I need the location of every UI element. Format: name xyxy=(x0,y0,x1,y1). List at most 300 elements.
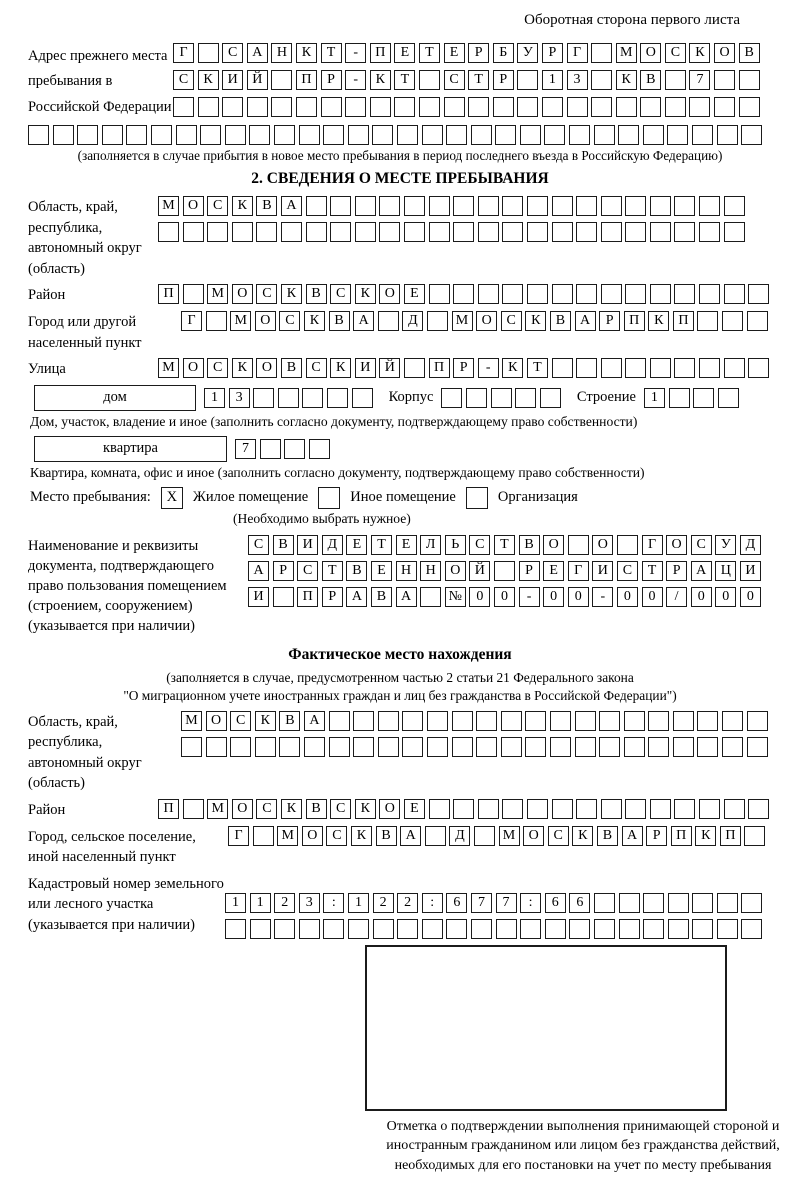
char-cell[interactable]: 0 xyxy=(494,587,515,607)
char-cell[interactable] xyxy=(404,222,425,242)
char-cell[interactable] xyxy=(256,222,277,242)
char-cell[interactable] xyxy=(253,826,274,846)
char-cell[interactable]: Г xyxy=(228,826,249,846)
char-cell[interactable] xyxy=(717,893,738,913)
char-cell[interactable]: 3 xyxy=(299,893,320,913)
char-cell[interactable] xyxy=(299,125,320,145)
char-cell[interactable] xyxy=(517,97,538,117)
char-cell[interactable] xyxy=(692,125,713,145)
char-cell[interactable] xyxy=(619,919,640,939)
char-cell[interactable] xyxy=(643,919,664,939)
char-cell[interactable] xyxy=(747,737,768,757)
char-cell[interactable] xyxy=(665,97,686,117)
char-cell[interactable]: Е xyxy=(404,284,425,304)
char-cell[interactable]: О xyxy=(666,535,687,555)
char-cell[interactable]: О xyxy=(640,43,661,63)
char-cell[interactable] xyxy=(158,222,179,242)
char-cell[interactable] xyxy=(404,196,425,216)
char-cell[interactable] xyxy=(446,125,467,145)
char-cell[interactable] xyxy=(419,97,440,117)
char-cell[interactable] xyxy=(576,358,597,378)
char-cell[interactable]: 1 xyxy=(348,893,369,913)
char-cell[interactable] xyxy=(273,587,294,607)
char-cell[interactable] xyxy=(648,737,669,757)
char-cell[interactable]: О xyxy=(232,799,253,819)
char-cell[interactable]: Е xyxy=(543,561,564,581)
char-cell[interactable]: С xyxy=(501,311,522,331)
char-cell[interactable]: С xyxy=(306,358,327,378)
char-cell[interactable] xyxy=(501,711,522,731)
char-cell[interactable] xyxy=(102,125,123,145)
char-cell[interactable] xyxy=(575,711,596,731)
char-cell[interactable] xyxy=(427,737,448,757)
char-cell[interactable]: - xyxy=(478,358,499,378)
char-cell[interactable]: У xyxy=(715,535,736,555)
char-cell[interactable] xyxy=(247,97,268,117)
char-cell[interactable] xyxy=(552,799,573,819)
char-cell[interactable]: П xyxy=(158,799,179,819)
char-cell[interactable]: С xyxy=(256,799,277,819)
char-cell[interactable]: С xyxy=(548,826,569,846)
char-cell[interactable] xyxy=(471,125,492,145)
char-cell[interactable]: А xyxy=(622,826,643,846)
char-cell[interactable]: Й xyxy=(469,561,490,581)
char-cell[interactable] xyxy=(183,284,204,304)
char-cell[interactable]: Р xyxy=(273,561,294,581)
char-cell[interactable] xyxy=(545,919,566,939)
char-cell[interactable] xyxy=(427,311,448,331)
char-cell[interactable] xyxy=(601,799,622,819)
char-cell[interactable] xyxy=(309,439,330,459)
char-cell[interactable]: С xyxy=(207,196,228,216)
char-cell[interactable]: 0 xyxy=(740,587,761,607)
char-cell[interactable] xyxy=(502,196,523,216)
char-cell[interactable] xyxy=(183,222,204,242)
char-cell[interactable]: В xyxy=(306,799,327,819)
char-cell[interactable] xyxy=(429,222,450,242)
char-cell[interactable] xyxy=(689,97,710,117)
char-cell[interactable] xyxy=(353,737,374,757)
char-cell[interactable] xyxy=(552,284,573,304)
char-cell[interactable]: С xyxy=(207,358,228,378)
char-cell[interactable]: К xyxy=(330,358,351,378)
char-cell[interactable] xyxy=(591,70,612,90)
char-cell[interactable] xyxy=(493,97,514,117)
char-cell[interactable]: В xyxy=(640,70,661,90)
char-cell[interactable] xyxy=(624,737,645,757)
char-cell[interactable] xyxy=(640,97,661,117)
char-cell[interactable]: М xyxy=(616,43,637,63)
char-cell[interactable] xyxy=(699,284,720,304)
char-cell[interactable] xyxy=(540,388,561,408)
char-cell[interactable]: : xyxy=(422,893,443,913)
char-cell[interactable] xyxy=(724,196,745,216)
char-cell[interactable] xyxy=(674,196,695,216)
char-cell[interactable] xyxy=(355,196,376,216)
char-cell[interactable] xyxy=(739,70,760,90)
char-cell[interactable]: Р xyxy=(493,70,514,90)
char-cell[interactable]: М xyxy=(207,799,228,819)
char-cell[interactable] xyxy=(601,284,622,304)
char-cell[interactable] xyxy=(601,222,622,242)
char-cell[interactable]: О xyxy=(476,311,497,331)
char-cell[interactable] xyxy=(567,97,588,117)
char-cell[interactable]: А xyxy=(691,561,712,581)
char-cell[interactable]: В xyxy=(739,43,760,63)
char-cell[interactable] xyxy=(271,70,292,90)
char-cell[interactable] xyxy=(699,222,720,242)
char-cell[interactable]: В xyxy=(256,196,277,216)
char-cell[interactable]: Т xyxy=(419,43,440,63)
char-cell[interactable]: 1 xyxy=(250,893,271,913)
char-cell[interactable]: П xyxy=(429,358,450,378)
char-cell[interactable]: О xyxy=(302,826,323,846)
char-cell[interactable]: Р xyxy=(666,561,687,581)
char-cell[interactable]: П xyxy=(624,311,645,331)
char-cell[interactable]: О xyxy=(256,358,277,378)
char-cell[interactable] xyxy=(643,893,664,913)
char-cell[interactable] xyxy=(714,70,735,90)
char-cell[interactable] xyxy=(372,125,393,145)
char-cell[interactable]: Р xyxy=(322,587,343,607)
char-cell[interactable] xyxy=(665,70,686,90)
char-cell[interactable]: 2 xyxy=(397,893,418,913)
char-cell[interactable] xyxy=(674,284,695,304)
char-cell[interactable]: 2 xyxy=(274,893,295,913)
char-cell[interactable]: Л xyxy=(420,535,441,555)
char-cell[interactable] xyxy=(552,358,573,378)
char-cell[interactable] xyxy=(176,125,197,145)
char-cell[interactable]: И xyxy=(355,358,376,378)
char-cell[interactable] xyxy=(250,919,271,939)
char-cell[interactable]: Е xyxy=(404,799,425,819)
char-cell[interactable] xyxy=(744,826,765,846)
char-cell[interactable]: И xyxy=(297,535,318,555)
char-cell[interactable]: Г xyxy=(181,311,202,331)
char-cell[interactable] xyxy=(594,893,615,913)
char-cell[interactable] xyxy=(345,97,366,117)
char-cell[interactable]: Е xyxy=(396,535,417,555)
char-cell[interactable] xyxy=(379,222,400,242)
char-cell[interactable] xyxy=(674,799,695,819)
char-cell[interactable]: П xyxy=(673,311,694,331)
char-cell[interactable]: П xyxy=(720,826,741,846)
char-cell[interactable] xyxy=(673,711,694,731)
char-cell[interactable] xyxy=(648,711,669,731)
char-cell[interactable]: К xyxy=(255,711,276,731)
char-cell[interactable] xyxy=(446,919,467,939)
char-cell[interactable] xyxy=(274,125,295,145)
char-cell[interactable]: С xyxy=(330,284,351,304)
char-cell[interactable]: К xyxy=(370,70,391,90)
char-cell[interactable]: И xyxy=(222,70,243,90)
char-cell[interactable] xyxy=(452,737,473,757)
char-cell[interactable] xyxy=(724,358,745,378)
char-cell[interactable]: К xyxy=(616,70,637,90)
char-cell[interactable] xyxy=(419,70,440,90)
char-cell[interactable]: С xyxy=(173,70,194,90)
stay-type-checkbox-organization[interactable] xyxy=(466,487,488,509)
char-cell[interactable]: К xyxy=(525,311,546,331)
char-cell[interactable] xyxy=(673,737,694,757)
char-cell[interactable] xyxy=(741,125,762,145)
char-cell[interactable] xyxy=(476,737,497,757)
char-cell[interactable] xyxy=(697,737,718,757)
char-cell[interactable]: Т xyxy=(321,43,342,63)
char-cell[interactable] xyxy=(575,737,596,757)
char-cell[interactable]: В xyxy=(550,311,571,331)
char-cell[interactable] xyxy=(525,711,546,731)
char-cell[interactable] xyxy=(525,737,546,757)
char-cell[interactable] xyxy=(352,388,373,408)
char-cell[interactable]: - xyxy=(345,43,366,63)
char-cell[interactable]: К xyxy=(502,358,523,378)
char-cell[interactable]: М xyxy=(158,358,179,378)
char-cell[interactable] xyxy=(502,284,523,304)
char-cell[interactable]: 6 xyxy=(569,893,590,913)
char-cell[interactable] xyxy=(206,311,227,331)
char-cell[interactable] xyxy=(650,222,671,242)
char-cell[interactable]: П xyxy=(158,284,179,304)
char-cell[interactable]: Г xyxy=(173,43,194,63)
char-cell[interactable] xyxy=(542,97,563,117)
char-cell[interactable]: К xyxy=(281,284,302,304)
char-cell[interactable]: О xyxy=(379,284,400,304)
char-cell[interactable] xyxy=(747,311,768,331)
char-cell[interactable] xyxy=(527,222,548,242)
char-cell[interactable] xyxy=(353,711,374,731)
char-cell[interactable] xyxy=(284,439,305,459)
char-cell[interactable]: С xyxy=(230,711,251,731)
char-cell[interactable] xyxy=(329,711,350,731)
char-cell[interactable]: В xyxy=(371,587,392,607)
char-cell[interactable] xyxy=(724,222,745,242)
char-cell[interactable]: 0 xyxy=(617,587,638,607)
char-cell[interactable] xyxy=(527,284,548,304)
char-cell[interactable] xyxy=(491,388,512,408)
char-cell[interactable] xyxy=(714,97,735,117)
char-cell[interactable] xyxy=(718,388,739,408)
char-cell[interactable]: В xyxy=(376,826,397,846)
char-cell[interactable]: Т xyxy=(527,358,548,378)
char-cell[interactable]: 0 xyxy=(543,587,564,607)
char-cell[interactable] xyxy=(669,388,690,408)
char-cell[interactable]: К xyxy=(355,799,376,819)
char-cell[interactable]: 0 xyxy=(691,587,712,607)
char-cell[interactable] xyxy=(625,358,646,378)
char-cell[interactable] xyxy=(619,893,640,913)
char-cell[interactable] xyxy=(468,97,489,117)
char-cell[interactable] xyxy=(348,919,369,939)
char-cell[interactable] xyxy=(674,222,695,242)
char-cell[interactable] xyxy=(478,222,499,242)
char-cell[interactable] xyxy=(378,311,399,331)
char-cell[interactable] xyxy=(722,311,743,331)
char-cell[interactable] xyxy=(206,737,227,757)
char-cell[interactable]: К xyxy=(695,826,716,846)
char-cell[interactable] xyxy=(260,439,281,459)
char-cell[interactable]: : xyxy=(520,893,541,913)
char-cell[interactable]: С xyxy=(248,535,269,555)
char-cell[interactable] xyxy=(198,43,219,63)
char-cell[interactable]: С xyxy=(256,284,277,304)
char-cell[interactable] xyxy=(402,711,423,731)
char-cell[interactable]: М xyxy=(277,826,298,846)
char-cell[interactable] xyxy=(501,737,522,757)
char-cell[interactable]: 0 xyxy=(568,587,589,607)
char-cell[interactable]: Г xyxy=(642,535,663,555)
char-cell[interactable] xyxy=(502,799,523,819)
char-cell[interactable] xyxy=(741,919,762,939)
char-cell[interactable] xyxy=(618,125,639,145)
char-cell[interactable] xyxy=(739,97,760,117)
char-cell[interactable]: Д xyxy=(449,826,470,846)
char-cell[interactable] xyxy=(225,125,246,145)
char-cell[interactable]: Т xyxy=(642,561,663,581)
char-cell[interactable] xyxy=(151,125,172,145)
char-cell[interactable]: В xyxy=(281,358,302,378)
char-cell[interactable]: А xyxy=(346,587,367,607)
char-cell[interactable]: Р xyxy=(468,43,489,63)
char-cell[interactable] xyxy=(693,388,714,408)
char-cell[interactable]: Н xyxy=(420,561,441,581)
char-cell[interactable]: 3 xyxy=(229,388,250,408)
char-cell[interactable]: Ь xyxy=(445,535,466,555)
char-cell[interactable]: К xyxy=(232,196,253,216)
char-cell[interactable] xyxy=(327,388,348,408)
char-cell[interactable] xyxy=(616,97,637,117)
char-cell[interactable] xyxy=(594,919,615,939)
char-cell[interactable]: Б xyxy=(493,43,514,63)
char-cell[interactable] xyxy=(379,196,400,216)
char-cell[interactable] xyxy=(304,737,325,757)
char-cell[interactable] xyxy=(420,587,441,607)
char-cell[interactable]: О xyxy=(232,284,253,304)
char-cell[interactable]: Н xyxy=(271,43,292,63)
char-cell[interactable] xyxy=(748,284,769,304)
char-cell[interactable] xyxy=(453,799,474,819)
char-cell[interactable] xyxy=(207,222,228,242)
char-cell[interactable]: К xyxy=(689,43,710,63)
char-cell[interactable] xyxy=(650,284,671,304)
char-cell[interactable] xyxy=(355,222,376,242)
char-cell[interactable] xyxy=(378,737,399,757)
char-cell[interactable]: В xyxy=(519,535,540,555)
char-cell[interactable]: 6 xyxy=(446,893,467,913)
char-cell[interactable]: И xyxy=(592,561,613,581)
char-cell[interactable]: Т xyxy=(394,70,415,90)
char-cell[interactable]: 2 xyxy=(373,893,394,913)
char-cell[interactable]: С xyxy=(279,311,300,331)
char-cell[interactable] xyxy=(441,388,462,408)
char-cell[interactable]: И xyxy=(740,561,761,581)
char-cell[interactable] xyxy=(650,196,671,216)
char-cell[interactable]: С xyxy=(330,799,351,819)
char-cell[interactable]: С xyxy=(469,535,490,555)
char-cell[interactable] xyxy=(444,97,465,117)
char-cell[interactable]: № xyxy=(445,587,466,607)
char-cell[interactable] xyxy=(323,125,344,145)
char-cell[interactable]: 1 xyxy=(542,70,563,90)
char-cell[interactable] xyxy=(747,711,768,731)
char-cell[interactable] xyxy=(183,799,204,819)
char-cell[interactable]: - xyxy=(519,587,540,607)
char-cell[interactable] xyxy=(471,919,492,939)
char-cell[interactable]: У xyxy=(517,43,538,63)
char-cell[interactable] xyxy=(302,388,323,408)
char-cell[interactable] xyxy=(296,97,317,117)
char-cell[interactable]: 3 xyxy=(567,70,588,90)
char-cell[interactable]: С xyxy=(326,826,347,846)
char-cell[interactable] xyxy=(249,125,270,145)
char-cell[interactable]: Е xyxy=(346,535,367,555)
char-cell[interactable]: 0 xyxy=(469,587,490,607)
char-cell[interactable] xyxy=(594,125,615,145)
char-cell[interactable]: Е xyxy=(371,561,392,581)
char-cell[interactable] xyxy=(643,125,664,145)
char-cell[interactable] xyxy=(429,799,450,819)
char-cell[interactable]: К xyxy=(281,799,302,819)
char-cell[interactable] xyxy=(496,919,517,939)
char-cell[interactable] xyxy=(625,284,646,304)
char-cell[interactable] xyxy=(478,284,499,304)
char-cell[interactable] xyxy=(495,125,516,145)
char-cell[interactable] xyxy=(722,737,743,757)
char-cell[interactable]: О xyxy=(543,535,564,555)
stay-type-checkbox-other[interactable] xyxy=(318,487,340,509)
char-cell[interactable] xyxy=(667,125,688,145)
char-cell[interactable]: 6 xyxy=(545,893,566,913)
char-cell[interactable] xyxy=(271,97,292,117)
char-cell[interactable] xyxy=(724,284,745,304)
char-cell[interactable]: М xyxy=(452,311,473,331)
char-cell[interactable]: Р xyxy=(321,70,342,90)
char-cell[interactable] xyxy=(181,737,202,757)
char-cell[interactable] xyxy=(453,284,474,304)
char-cell[interactable]: Р xyxy=(542,43,563,63)
char-cell[interactable] xyxy=(274,919,295,939)
char-cell[interactable] xyxy=(520,125,541,145)
char-cell[interactable]: С xyxy=(617,561,638,581)
char-cell[interactable] xyxy=(373,919,394,939)
char-cell[interactable] xyxy=(279,737,300,757)
char-cell[interactable] xyxy=(404,358,425,378)
char-cell[interactable]: 0 xyxy=(642,587,663,607)
char-cell[interactable] xyxy=(278,388,299,408)
char-cell[interactable]: К xyxy=(198,70,219,90)
char-cell[interactable] xyxy=(741,893,762,913)
char-cell[interactable] xyxy=(474,826,495,846)
char-cell[interactable]: О xyxy=(523,826,544,846)
char-cell[interactable] xyxy=(724,799,745,819)
char-cell[interactable] xyxy=(576,799,597,819)
char-cell[interactable]: О xyxy=(592,535,613,555)
char-cell[interactable] xyxy=(402,737,423,757)
char-cell[interactable]: К xyxy=(572,826,593,846)
char-cell[interactable] xyxy=(748,358,769,378)
char-cell[interactable] xyxy=(550,737,571,757)
char-cell[interactable] xyxy=(478,799,499,819)
char-cell[interactable] xyxy=(668,893,689,913)
char-cell[interactable]: М xyxy=(181,711,202,731)
char-cell[interactable]: С xyxy=(222,43,243,63)
char-cell[interactable] xyxy=(306,222,327,242)
char-cell[interactable] xyxy=(699,358,720,378)
char-cell[interactable] xyxy=(53,125,74,145)
char-cell[interactable]: Г xyxy=(567,43,588,63)
char-cell[interactable]: А xyxy=(396,587,417,607)
char-cell[interactable]: 1 xyxy=(204,388,225,408)
